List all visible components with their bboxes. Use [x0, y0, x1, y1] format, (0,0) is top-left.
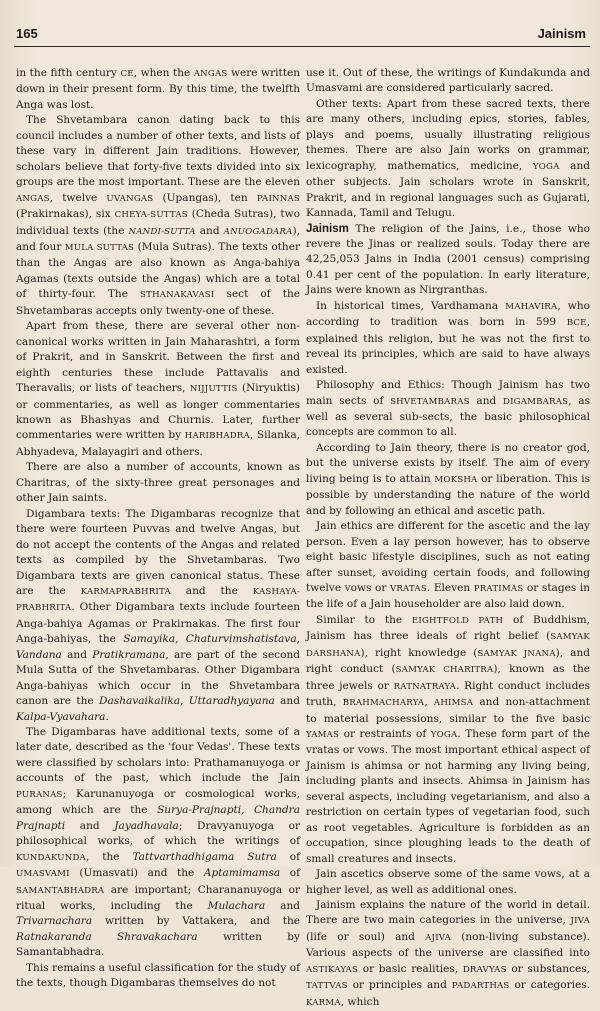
- left-column: [16, 66, 300, 992]
- paragraph: Jain ethics are different for the ascetic and the lay person. Even a lay person however, has to observe eight basic lifestyle disciplines, such as not eating after sunset, avoiding certain foods, and following twelve vows or VRATAS. Eleven PRATIMAS or stages in the life of a Jain householder are also laid down.: [306, 520, 590, 611]
- paragraph: Other texts: Apart from these sacred texts, there are many others, including epics, stories, fables, plays and poems, usually illustrating religious themes. There are also Jain works on grammar, lexicography, mathematics, medicine, YOGA and other subjects. Jain scholars wrote in Sanskrit, Prakrit, and in regional languages such as Gujarati, Kannada, Tamil and Telugu.: [306, 97, 590, 220]
- running-head: Jainism: [537, 26, 586, 41]
- paragraph: Philosophy and Ethics: Though Jainism has two main sects of SHVETAMBARAS and DIGAMBARAS, as well as several sub-sects, the basic philosophical concepts are common to all.: [306, 379, 591, 439]
- page-number: 165: [16, 26, 38, 41]
- page-header: [14, 26, 590, 47]
- entry-heading: Jainism: [306, 222, 349, 235]
- paragraph: The Shvetambara canon dating back to this council includes a number of other texts, and lists of these vary in different Jain traditions. However, scholars believe that forty-five texts divided into six groups are the most important. These are the eleven ANGAS, twelve UVANGAS (Upangas), ten PAINNAS (Prakirnakas), six CHEYA-SUTTAS (Cheda Sutras), two individual texts (the NANDI-SUTTA and ANUOGADARA), and four MULA SUTTAS (Mula Sutras). The texts other than the Angas are also known as Anga-bahiya Agamas (texts outside the Angas) which are a total of thirty-four. The STHANAKAVASI sect of the Shvetambaras accepts only twenty-one of these.: [16, 114, 301, 317]
- paragraph: in the fifth century CE, when the ANGAS were written down in their present form. By this time, the twelfth Anga was lost.: [16, 67, 300, 111]
- paragraph: Similar to the EIGHTFOLD PATH of Buddhism, Jainism has three ideals of right belief (SAMYAK DARSHANA), right knowledge (SAMYAK JNANA), and right conduct (SAMYAK CHARITRA), known as the three jewels or RATNATRAYA. Right conduct includes truth, BRAHMACHARYA, AHIMSA and non-attachment to material possessions, similar to the five basic YAMAS or restraints of YOGA. These form part of the vratas or vows. The most important ethical aspect of Jainism is ahimsa or not harming any living being, including plants and insects. Ahimsa in Jainism has several aspects, including vegetarianism, and also a restriction on certain types of vegetarian food, such as root vegetables. Agriculture is forbidden as an occupation, since ploughing leads to the death of small creatures and insects.: [306, 613, 591, 865]
- paragraph: Apart from these, there are several other non-canonical works written in Jain Maharashtri, a form of Prakrit, and in Sanskrit. Between the first and eighth centuries these include Pattavalis and Theravalis, or lists of teachers, NIJJUTTIS (Niryuktis) or commentaries, as well as longer commentaries known as Bhashyas and Churnis. Later, further commentaries were written by HARIBHADRA, Silanka, Abhyadeva, Malayagiri and others.: [16, 320, 301, 458]
- paragraph: This remains a useful classification for the study of the texts, though Digambaras themselves do not: [16, 961, 300, 990]
- paragraph: There are also a number of accounts, known as Charitras, of the sixty-three great personages and other Jain saints.: [16, 461, 300, 505]
- paragraph: According to Jain theory, there is no creator god, but the universe exists by itself. The aim of every living being is to attain MOKSHA or liberation. This is possible by understanding the nature of the world and by following an ethical and ascetic path.: [306, 441, 590, 517]
- paragraph: use it. Out of these, the writings of Kundakunda and Umasvami are considered particularly sacred.: [306, 67, 590, 95]
- paragraph: Digambara texts: The Digambaras recognize that there were fourteen Puvvas and twelve Angas, but do not accept the contents of the Angas and related texts as compiled by the Shvetambaras. Two Digambara texts are given canonical status. These are the KARMAPRABHRITA and the KASHAYA-PRABHRITA. Other Digambara texts include fourteen Anga-bahiya Agamas or Prakirnakas. The first four Anga-bahiyas, the Samayika, Chaturvimshatistava, Vandana and Pratikramana, are part of the second Mula Sutta of the Shvetambaras. Other Digambara Anga-bahiyas which occur in the Shvetambara canon are the Dashavaikalika, Uttaradhyayana and Kalpa-Vyavahara.: [16, 507, 301, 723]
- right-column: [306, 66, 590, 1011]
- paragraph: The Digambaras have additional texts, some of a later date, described as the 'four Vedas'. These texts were classified by scholars into: Prathamanuyoga or accounts of the past, which include the Jain PURANAS; Karunanuyoga or cosmological works, among which are the Surya-Prajnapti, Chandra Prajnapti and Jayadhavala; Dravyanuyoga or philosophical works, of which the writings of KUNDAKUNDA, the Tattvarthadhigama Sutra of UMASVAMI (Umasvati) and the Aptamimamsa of SAMANTABHADRA are important; Charananuyoga or ritual works, including the Mulachara and Trivarnachara written by Vattakera, and the Ratnakaranda Shravakachara written by Samantabhadra.: [16, 726, 300, 959]
- paragraph: Jain ascetics observe some of the same vows, at a higher level, as well as additional ones.: [306, 868, 590, 896]
- paragraph: In historical times, Vardhamana MAHAVIRA, who according to tradition was born in 599 BCE, explained this religion, but he was not the first to reveal its principles, which are said to have always existed.: [306, 299, 590, 376]
- paragraph: Jainism explains the nature of the world in detail. There are two main categories in the universe, JIVA (life or soul) and AJIVA (non-living substance). Various aspects of the universe are classified into ASTIKAYAS or basic realities, DRAVYAS or substances, TATTVAS or principles and PADARTHAS or categories. KARMA, which: [306, 899, 591, 1008]
- entry-paragraph: Jainism The religion of the Jains, i.e., those who revere the Jinas or realized souls. Today there are 42,25,053 Jains in India (2001 census) comprising 0.41 per cent of the population. In early literature, Jains were known as Nirgranthas.: [306, 222, 590, 297]
